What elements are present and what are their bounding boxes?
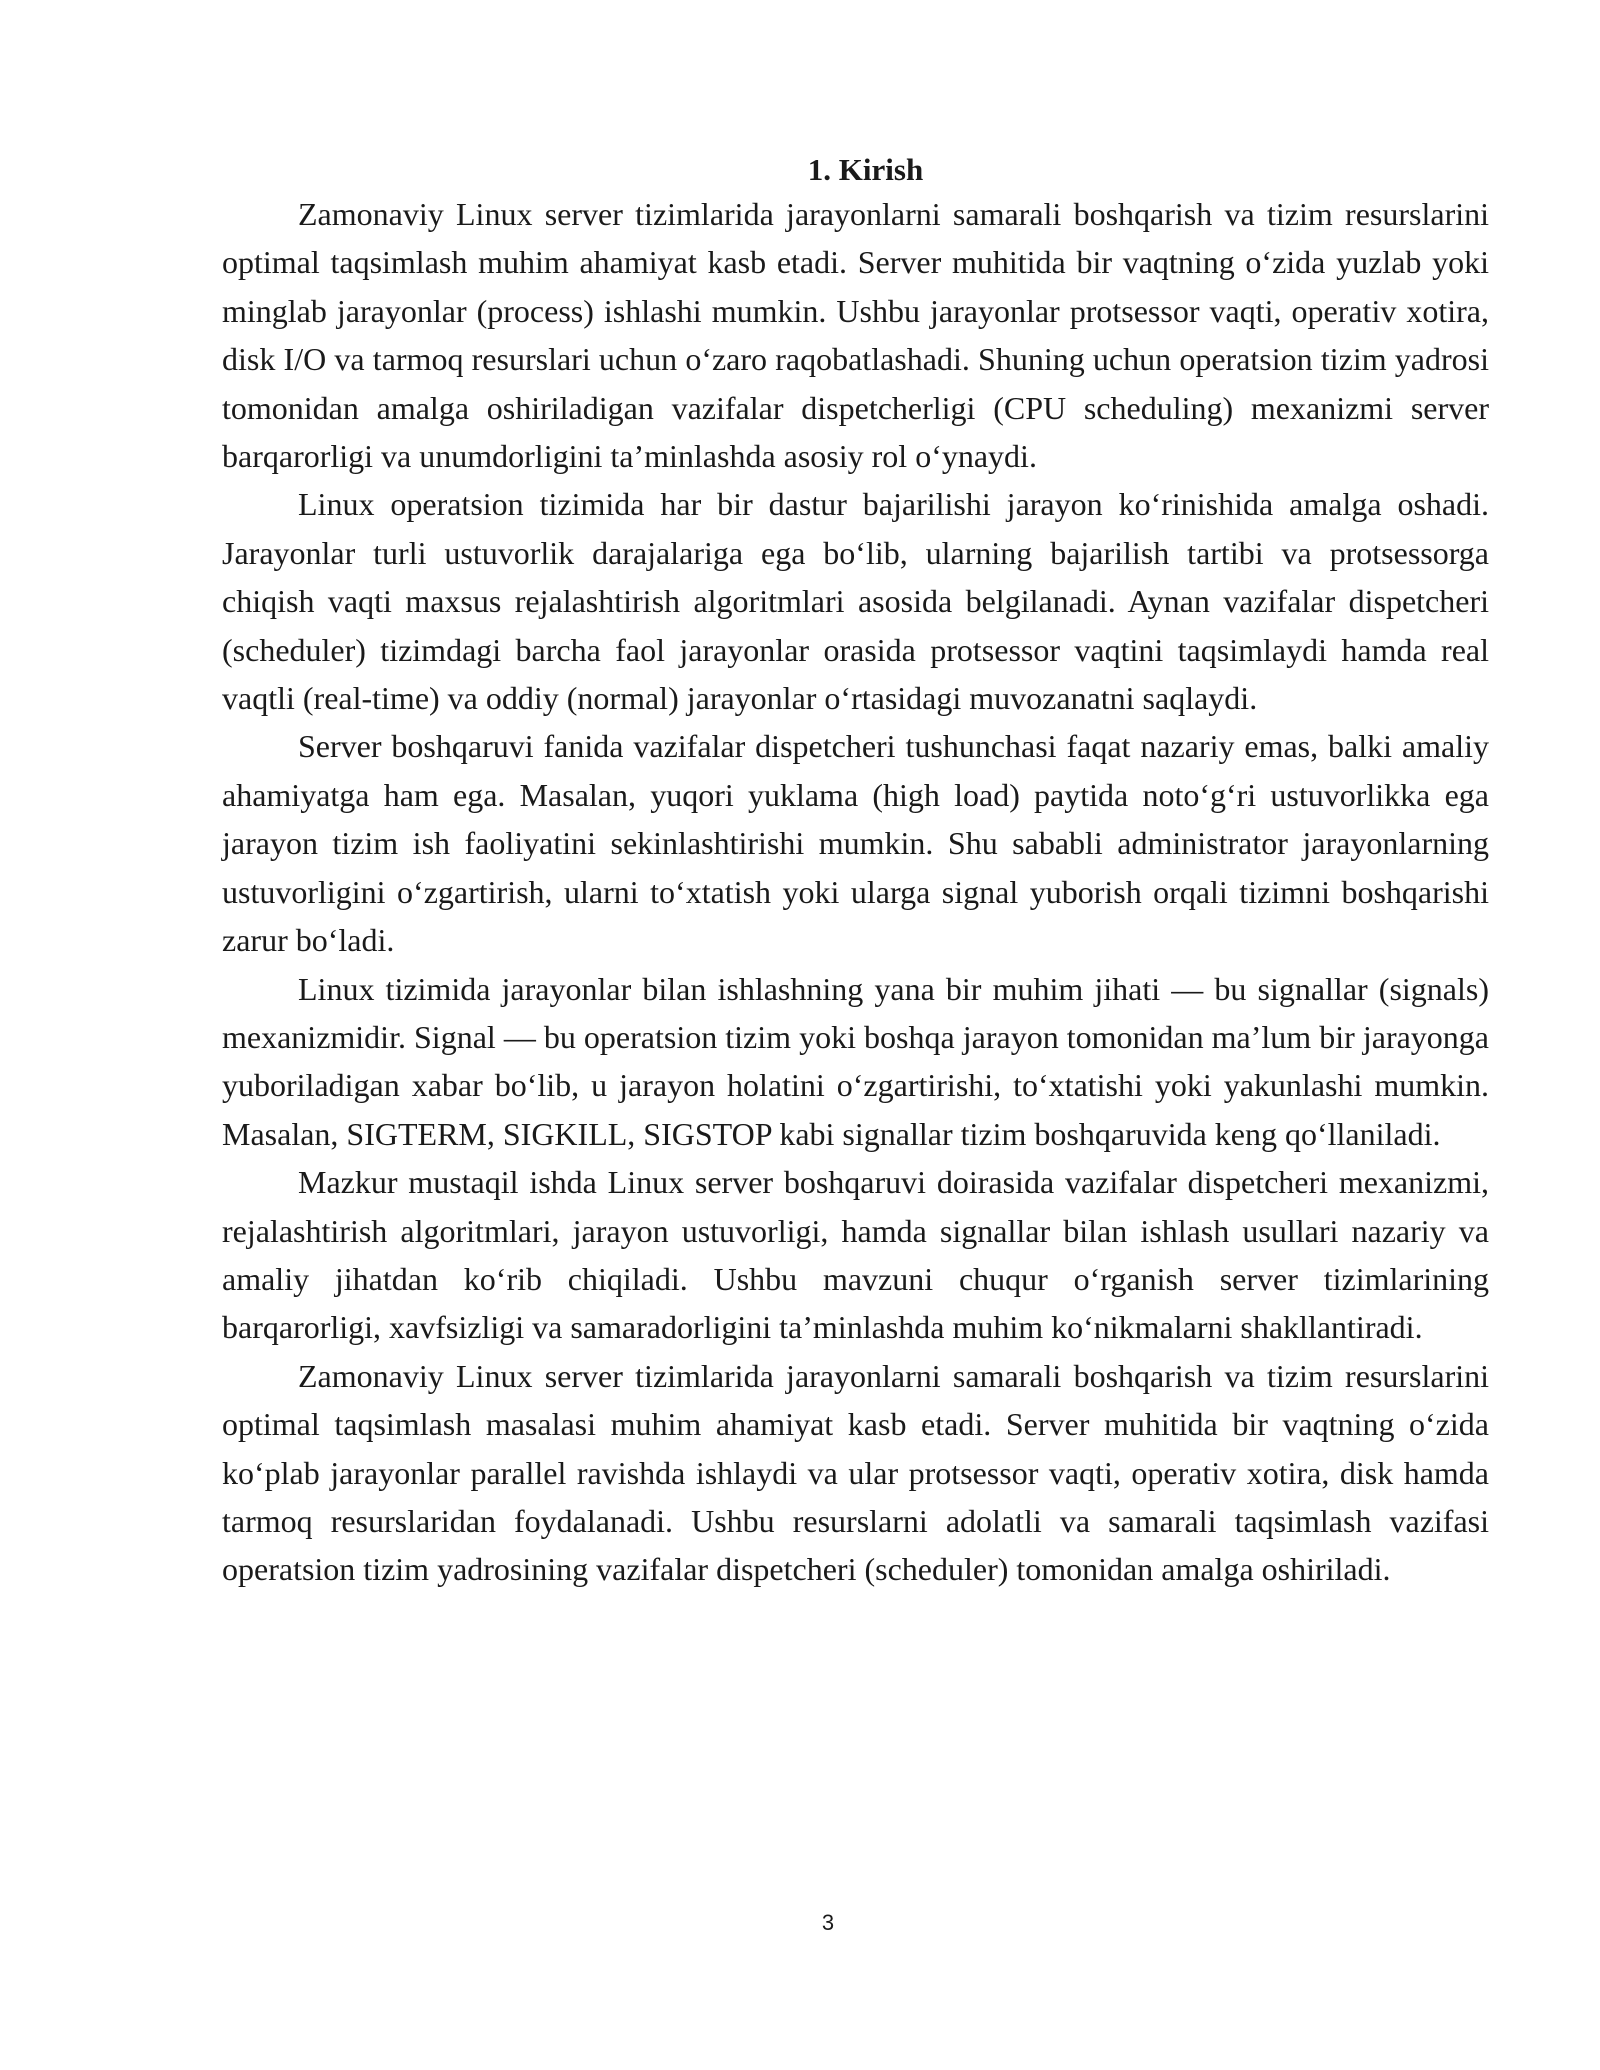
- section-heading: 1. Kirish: [807, 152, 924, 187]
- page-content: [222, 150, 1489, 1594]
- paragraph-1: Zamonaviy Linux server tizimlarida jarayonlarni samarali boshqarish va tizim resurslarini optimal taqsimlash muhim ahamiyat kasb etadi. Server muhitida bir vaqtning o‘zida yuzlab yoki minglab jarayonlar (process) ishlashi mumkin. Ushbu jarayonlar protsessor vaqti, operativ xotira, disk I/O va tarmoq resurslari uchun o‘zaro raqobatlashadi. Shuning uchun operatsion tizim yadrosi tomonidan amalga oshiriladigan vazifalar dispetcherligi (CPU scheduling) mexanizmi server barqarorligi va unumdorligini ta’minlashda asosiy rol o‘ynaydi.: [222, 196, 1489, 475]
- paragraph-4: Linux tizimida jarayonlar bilan ishlashning yana bir muhim jihati — bu signallar (signals) mexanizmidir. Signal — bu operatsion tizim yoki boshqa jarayon tomonidan ma’lum bir jarayonga yuboriladigan xabar bo‘lib, u jarayon holatini o‘zgartirishi, to‘xtatishi yoki yakunlashi mumkin. Masalan, SIGTERM, SIGKILL, SIGSTOP kabi signallar tizim boshqaruvida keng qo‘llaniladi.: [222, 970, 1489, 1152]
- paragraph-5: Mazkur mustaqil ishda Linux server boshqaruvi doirasida vazifalar dispetcheri mexanizmi, rejalashtirish algoritmlari, jarayon ustuvorligi, hamda signallar bilan ishlash usullari nazariy va amaliy jihatdan ko‘rib chiqiladi. Ushbu mavzuni chuqur o‘rganish server tizimlarining barqarorligi, xavfsizligi va samaradorligini ta’minlashda muhim ko‘nikmalarni shakllantiradi.: [222, 1164, 1489, 1346]
- paragraph-6: Zamonaviy Linux server tizimlarida jarayonlarni samarali boshqarish va tizim resurslarini optimal taqsimlash masalasi muhim ahamiyat kasb etadi. Server muhitida bir vaqtning o‘zida ko‘plab jarayonlar parallel ravishda ishlaydi va ular protsessor vaqti, operativ xotira, disk hamda tarmoq resurslaridan foydalanadi. Ushbu resurslarni adolatli va samarali taqsimlash vazifasi operatsion tizim yadrosining vazifalar dispetcheri (scheduler) tomonidan amalga oshiriladi.: [222, 1357, 1489, 1588]
- paragraph-3: Server boshqaruvi fanida vazifalar dispetcheri tushunchasi faqat nazariy emas, balki amaliy ahamiyatga ham ega. Masalan, yuqori yuklama (high load) paytida noto‘g‘ri ustuvorlikka ega jarayon tizim ish faoliyatini sekinlashtirishi mumkin. Shu sababli administrator jarayonlarning ustuvorligini o‘zgartirish, ularni to‘xtatish yoki ularga signal yuborish orqali tizimni boshqarishi zarur bo‘ladi.: [222, 728, 1489, 959]
- paragraph-2: Linux operatsion tizimida har bir dastur bajarilishi jarayon ko‘rinishida amalga oshadi. Jarayonlar turli ustuvorlik darajalariga ega bo‘lib, ularning bajarilish tartibi va protsessorga chiqish vaqti maxsus rejalashtirish algoritmlari asosida belgilanadi. Aynan vazifalar dispetcheri (scheduler) tizimdagi barcha faol jarayonlar orasida protsessor vaqtini taqsimlaydi hamda real vaqtli (real-time) va oddiy (normal) jarayonlar o‘rtasidagi muvozanatni saqlaydi.: [222, 486, 1489, 717]
- page-number: 3: [821, 1910, 835, 1935]
